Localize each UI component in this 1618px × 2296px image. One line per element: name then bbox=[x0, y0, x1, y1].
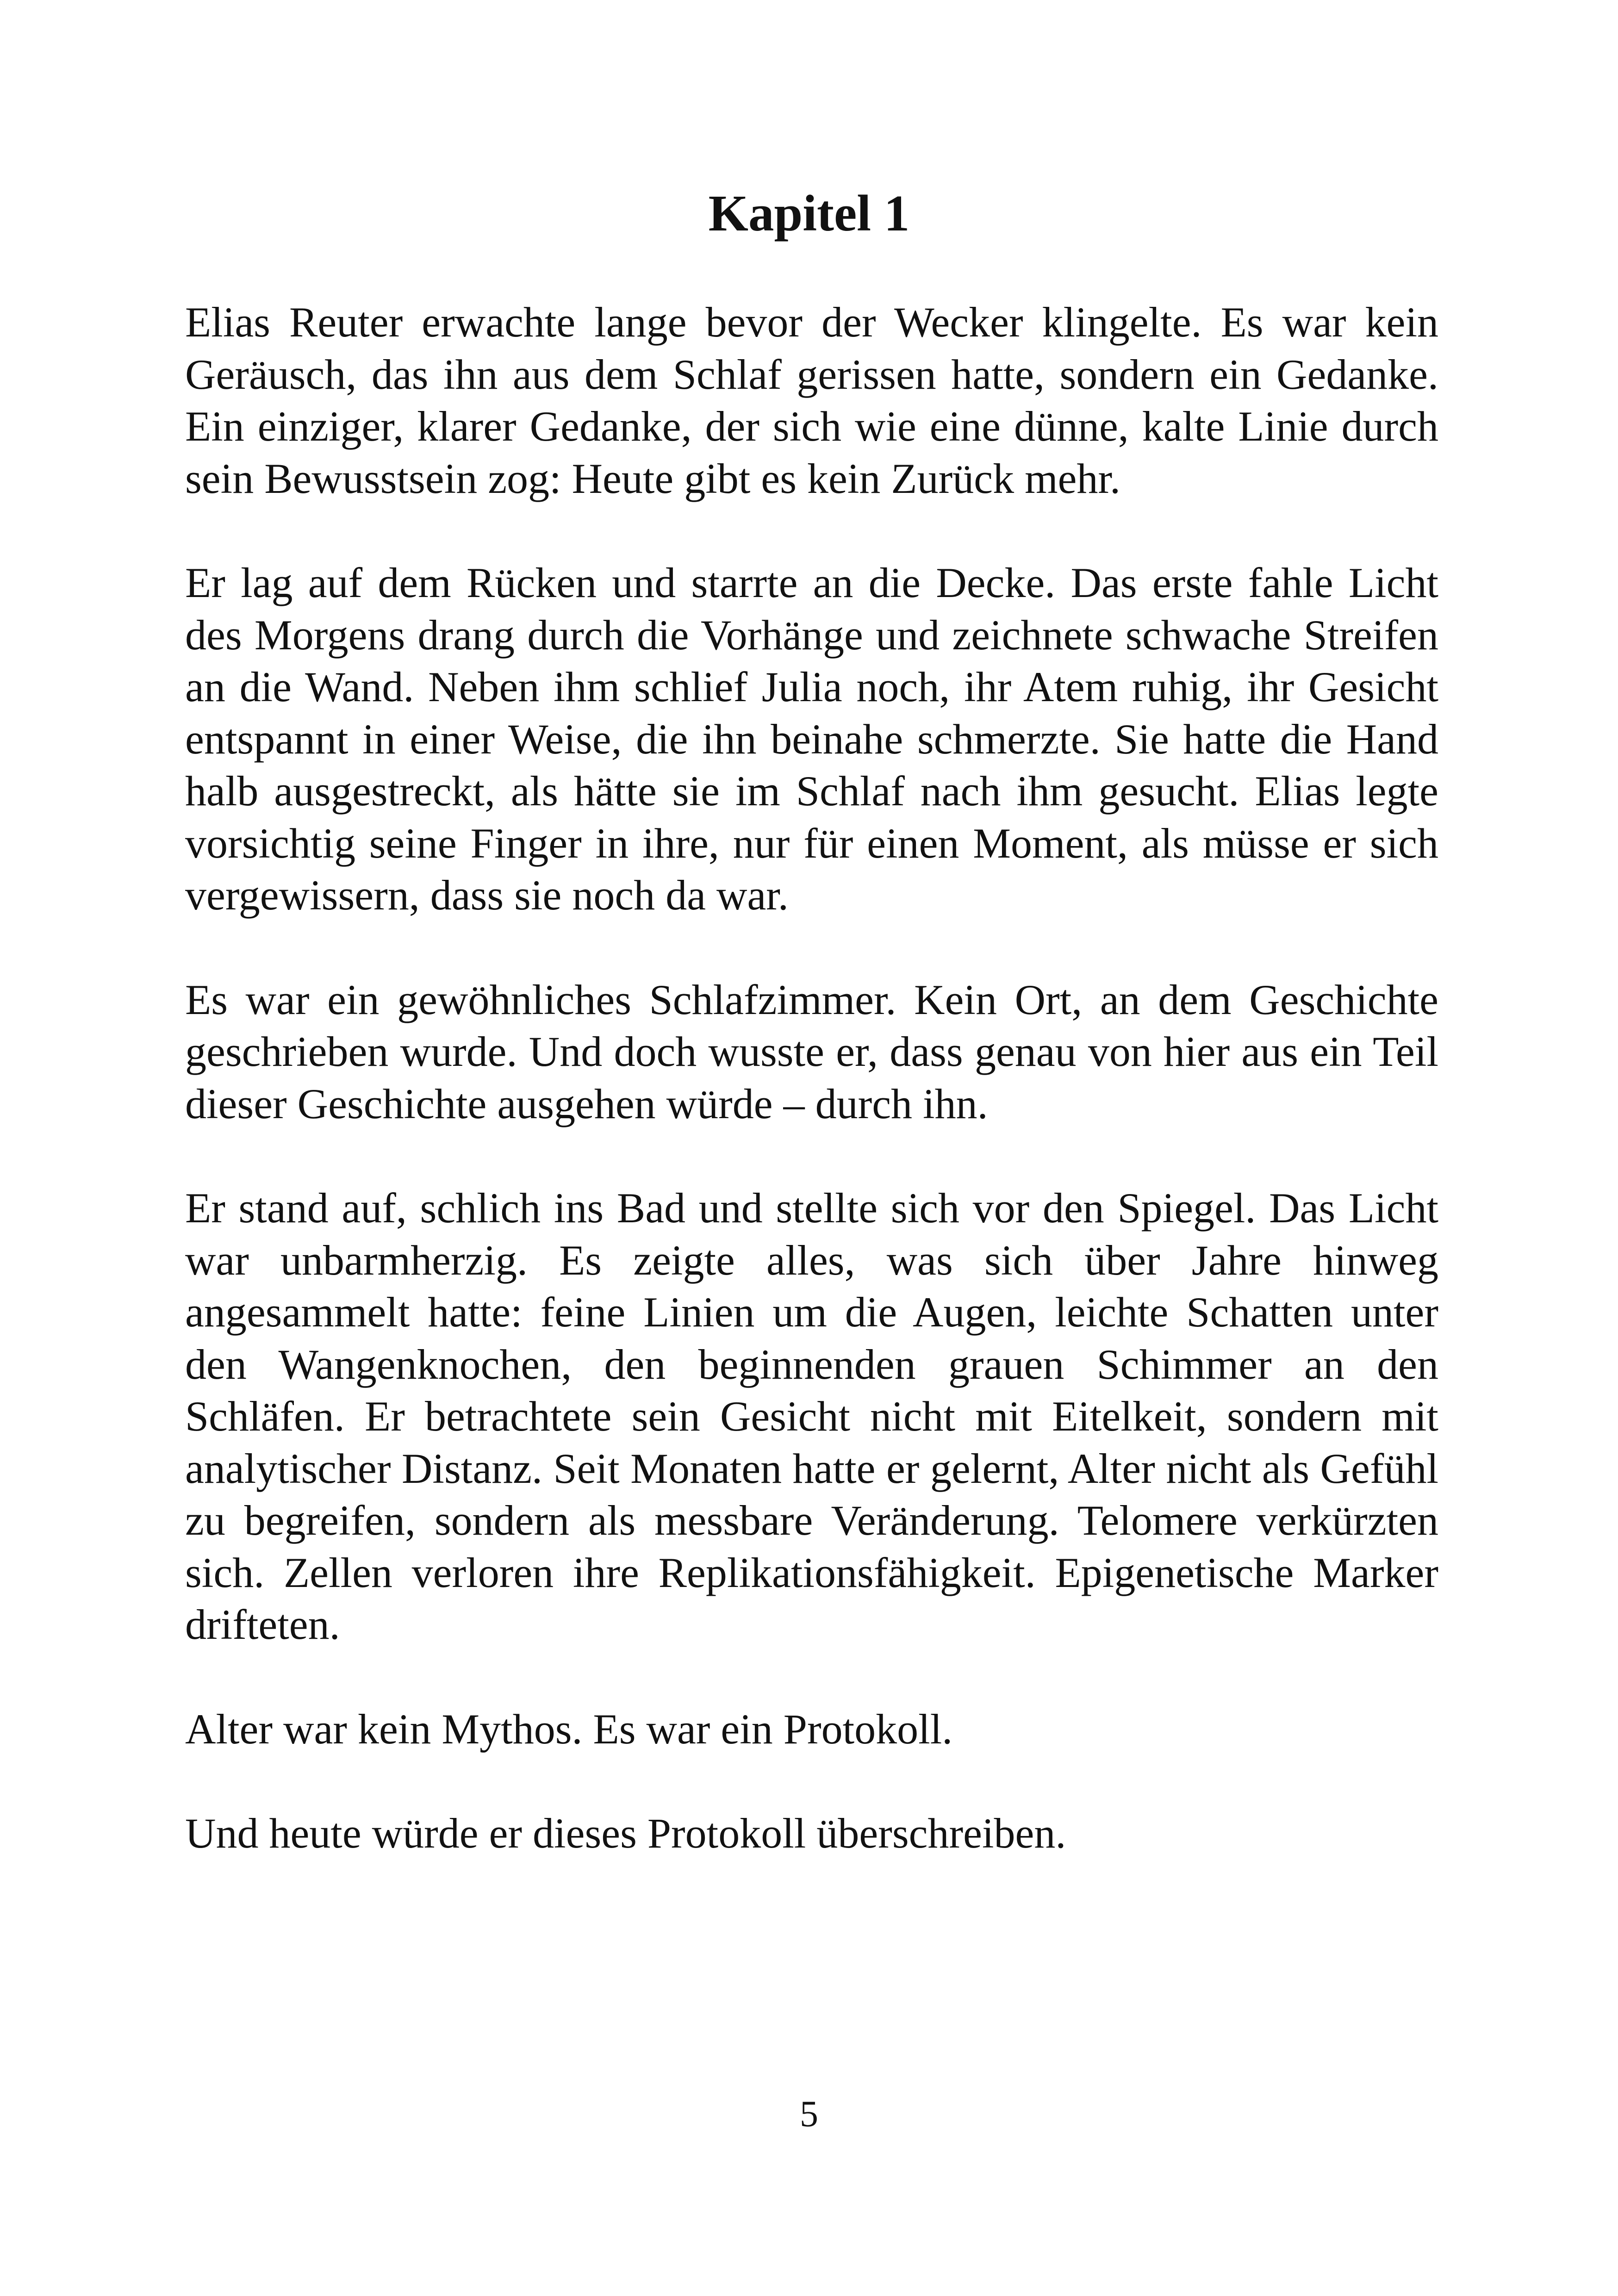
paragraph: Elias Reuter erwachte lange bevor der Wecker klingelte. Es war kein Geräusch, das ihn aus dem Schlaf gerissen hatte, sondern ein Gedanke. Ein einziger, klarer Gedanke, der sich wie eine dünne, kalte Linie durch sein Bewusstsein zog: Heute gibt es kein Zurück mehr. bbox=[185, 299, 1438, 502]
paragraph: Und heute würde er dieses Protokoll überschreiben. bbox=[185, 1810, 1066, 1857]
chapter-body bbox=[185, 296, 1438, 1912]
paragraph: Es war ein gewöhnliches Schlafzimmer. Kein Ort, an dem Geschichte geschrieben wurde. Und doch wusste er, dass genau von hier aus ein Teil dieser Geschichte ausgehen würde – durch ihn. bbox=[185, 976, 1438, 1127]
paragraph: Er lag auf dem Rücken und starrte an die Decke. Das erste fahle Licht des Morgens drang durch die Vorhänge und zeichnete schwache Streifen an die Wand. Neben ihm schlief Julia noch, ihr Atem ruhig, ihr Gesicht entspannt in einer Weise, die ihn beinahe schmerzte. Sie hatte die Hand halb ausgestreckt, als hätte sie im Schlaf nach ihm gesucht. Elias legte vorsichtig seine Finger in ihre, nur für einen Moment, als müsse er sich vergewissern, dass sie noch da war. bbox=[185, 559, 1438, 919]
paragraph: Er stand auf, schlich ins Bad und stellte sich vor den Spiegel. Das Licht war unbarmherzig. Es zeigte alles, was sich über Jahre hinweg angesammelt hatte: feine Linien um die Augen, leichte Schatten unter den Wangenknochen, den beginnenden grauen Schimmer an den Schläfen. Er betrachtete sein Gesicht nicht mit Eitelkeit, sondern mit analytischer Distanz. Seit Monaten hatte er gelernt, Alter nicht als Gefühl zu begreifen, sondern als messbare Veränderung. Telomere verkürzten sich. Zellen verloren ihre Replikationsfähigkeit. Epigenetische Marker drifteten. bbox=[185, 1184, 1438, 1648]
paragraph: Alter war kein Mythos. Es war ein Protokoll. bbox=[185, 1705, 953, 1753]
chapter-title: Kapitel 1 bbox=[708, 185, 910, 242]
page-number: 5 bbox=[800, 2094, 818, 2134]
